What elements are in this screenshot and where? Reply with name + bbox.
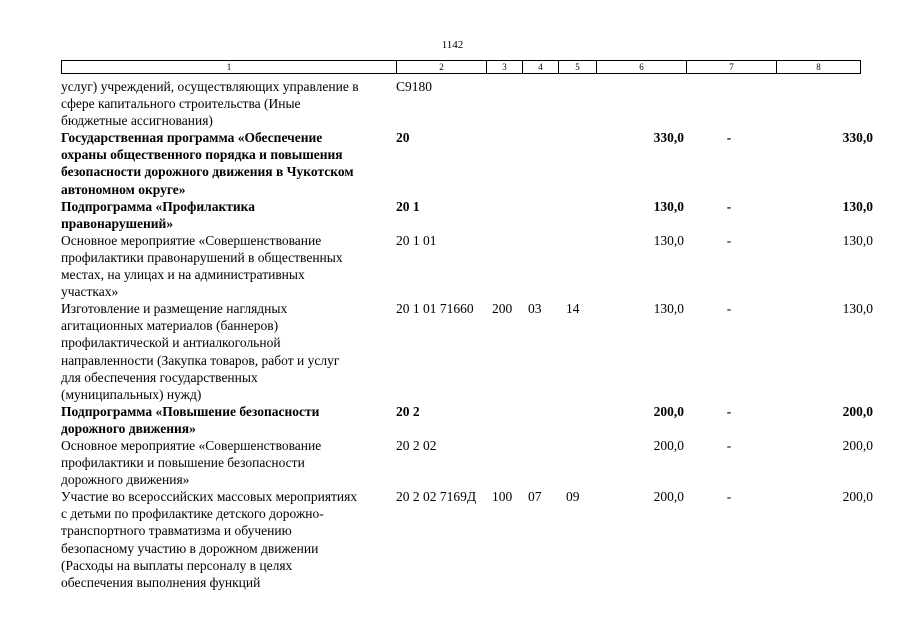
row-name-line: транспортного травматизма и обучению bbox=[61, 523, 292, 539]
row-name-line: Основное мероприятие «Совершенствование bbox=[61, 232, 322, 248]
row-name-line: автономном округе» bbox=[61, 181, 186, 197]
row-amount-col6: 130,0 bbox=[653, 232, 684, 248]
table-row bbox=[61, 403, 873, 437]
row-name-line: агитационных материалов (баннеров) bbox=[61, 318, 279, 334]
table-row bbox=[61, 129, 873, 197]
column-header-row bbox=[61, 60, 861, 74]
row-amount-col8: 200,0 bbox=[842, 403, 873, 419]
row-expense-type bbox=[492, 78, 528, 129]
row-name-line: (муниципальных) нужд) bbox=[61, 386, 202, 402]
row-amount-col8: 200,0 bbox=[842, 489, 873, 505]
row-subsection bbox=[566, 78, 621, 129]
row-name bbox=[61, 300, 396, 403]
row-section bbox=[528, 403, 566, 437]
row-name bbox=[61, 78, 396, 129]
row-name bbox=[61, 198, 396, 232]
row-section bbox=[528, 437, 566, 488]
row-name-line: Подпрограмма «Профилактика bbox=[61, 198, 256, 214]
row-amount-col7: - bbox=[726, 198, 732, 214]
page-number: 1142 bbox=[441, 39, 464, 51]
row-section bbox=[528, 129, 566, 197]
row-name bbox=[61, 488, 396, 591]
row-section bbox=[528, 198, 566, 232]
row-amount-col8: 130,0 bbox=[842, 198, 873, 214]
row-subsection bbox=[566, 437, 621, 488]
row-amount-col7: - bbox=[726, 232, 732, 248]
row-amount-col7: - bbox=[726, 403, 732, 419]
column-header-8: 8 bbox=[777, 61, 861, 74]
row-amount-col6: 130,0 bbox=[653, 198, 684, 214]
column-header-7: 7 bbox=[687, 61, 777, 74]
row-name-line: Изготовление и размещение наглядных bbox=[61, 301, 288, 317]
row-expense-type bbox=[492, 403, 528, 437]
row-amount-col6 bbox=[621, 78, 684, 129]
column-header-4: 4 bbox=[523, 61, 559, 74]
row-expense-type bbox=[492, 129, 528, 197]
row-expense-type: 100 bbox=[492, 489, 513, 505]
row-section bbox=[528, 232, 566, 300]
row-amount-col7: - bbox=[726, 437, 732, 453]
row-amount-col7 bbox=[684, 78, 774, 129]
row-name-line: Государственная программа «Обеспечение bbox=[61, 130, 323, 146]
row-name-line: обеспечения выполнения функций bbox=[61, 574, 261, 590]
column-header-2: 2 bbox=[397, 61, 487, 74]
row-name-line: Подпрограмма «Повышение безопасности bbox=[61, 403, 320, 419]
row-amount-col8: 330,0 bbox=[842, 130, 873, 146]
table-body bbox=[61, 78, 873, 591]
row-name bbox=[61, 403, 396, 437]
row-name bbox=[61, 437, 396, 488]
row-amount-col7: - bbox=[726, 489, 732, 505]
row-name-line: (Расходы на выплаты персоналу в целях bbox=[61, 557, 293, 573]
table-row bbox=[61, 78, 873, 129]
row-name-line: направленности (Закупка товаров, работ и услуг bbox=[61, 352, 340, 368]
row-expense-type bbox=[492, 198, 528, 232]
row-name-line: местах, на улицах и на административных bbox=[61, 267, 305, 283]
column-header-6: 6 bbox=[597, 61, 687, 74]
row-name-line: бюджетные ассигнования) bbox=[61, 113, 213, 129]
row-name-line: профилактической и антиалкогольной bbox=[61, 335, 281, 351]
row-amount-col6: 130,0 bbox=[653, 301, 684, 317]
row-name-line: сфере капитального строительства (Иные bbox=[61, 96, 301, 112]
row-name-line: безопасному участию в дорожном движении bbox=[61, 540, 319, 556]
row-code: 20 2 bbox=[396, 403, 420, 419]
row-code: 20 1 01 71660 bbox=[396, 301, 474, 317]
row-expense-type bbox=[492, 232, 528, 300]
row-name-line: с детьми по профилактике детского дорожно- bbox=[61, 506, 324, 522]
row-subsection bbox=[566, 232, 621, 300]
budget-table bbox=[61, 78, 873, 591]
row-amount-col6: 200,0 bbox=[653, 437, 684, 453]
row-amount-col8: 130,0 bbox=[842, 232, 873, 248]
row-name-line: услуг) учреждений, осуществляющих управление в bbox=[61, 79, 359, 94]
row-amount-col7: - bbox=[726, 301, 732, 317]
row-name-line: для обеспечения государственных bbox=[61, 369, 258, 385]
table-row bbox=[61, 488, 873, 591]
row-amount-col6: 200,0 bbox=[653, 403, 684, 419]
row-section bbox=[528, 78, 566, 129]
row-expense-type: 200 bbox=[492, 301, 513, 317]
row-name-line: участках» bbox=[61, 284, 119, 300]
column-header-3: 3 bbox=[487, 61, 523, 74]
column-header-5: 5 bbox=[559, 61, 597, 74]
row-code: 20 2 02 bbox=[396, 437, 437, 453]
row-name-line: Основное мероприятие «Совершенствование bbox=[61, 437, 322, 453]
row-name bbox=[61, 129, 396, 197]
column-header-1: 1 bbox=[62, 61, 397, 74]
row-subsection bbox=[566, 198, 621, 232]
row-name-line: Участие во всероссийских массовых мероприятиях bbox=[61, 489, 358, 505]
row-amount-col6: 330,0 bbox=[653, 130, 684, 146]
row-name-line: правонарушений» bbox=[61, 215, 174, 231]
row-expense-type bbox=[492, 437, 528, 488]
row-section: 07 bbox=[528, 489, 542, 505]
row-name-line: безопасности дорожного движения в Чукотском bbox=[61, 164, 354, 180]
table-row bbox=[61, 232, 873, 300]
row-code: 20 1 bbox=[396, 198, 420, 214]
row-code: 20 2 02 7169Д bbox=[396, 489, 477, 505]
row-name-line: дорожного движения» bbox=[61, 420, 196, 436]
row-code: С9180 bbox=[396, 79, 433, 94]
row-subsection: 14 bbox=[566, 301, 580, 317]
row-code: 20 1 01 bbox=[396, 232, 437, 248]
row-amount-col8: 200,0 bbox=[842, 437, 873, 453]
row-amount-col6: 200,0 bbox=[653, 489, 684, 505]
row-name-line: дорожного движения» bbox=[61, 472, 190, 488]
table-row bbox=[61, 198, 873, 232]
row-subsection: 09 bbox=[566, 489, 580, 505]
row-subsection bbox=[566, 129, 621, 197]
row-name bbox=[61, 232, 396, 300]
row-name-line: профилактики и повышение безопасности bbox=[61, 455, 305, 471]
row-amount-col7: - bbox=[726, 130, 732, 146]
row-section: 03 bbox=[528, 301, 542, 317]
row-name-line: охраны общественного порядка и повышения bbox=[61, 147, 343, 163]
table-row bbox=[61, 437, 873, 488]
row-amount-col8: 130,0 bbox=[842, 301, 873, 317]
row-name-line: профилактики правонарушений в общественных bbox=[61, 249, 343, 265]
row-code: 20 bbox=[396, 130, 410, 146]
row-amount-col8 bbox=[774, 78, 873, 129]
table-row bbox=[61, 300, 873, 403]
row-subsection bbox=[566, 403, 621, 437]
